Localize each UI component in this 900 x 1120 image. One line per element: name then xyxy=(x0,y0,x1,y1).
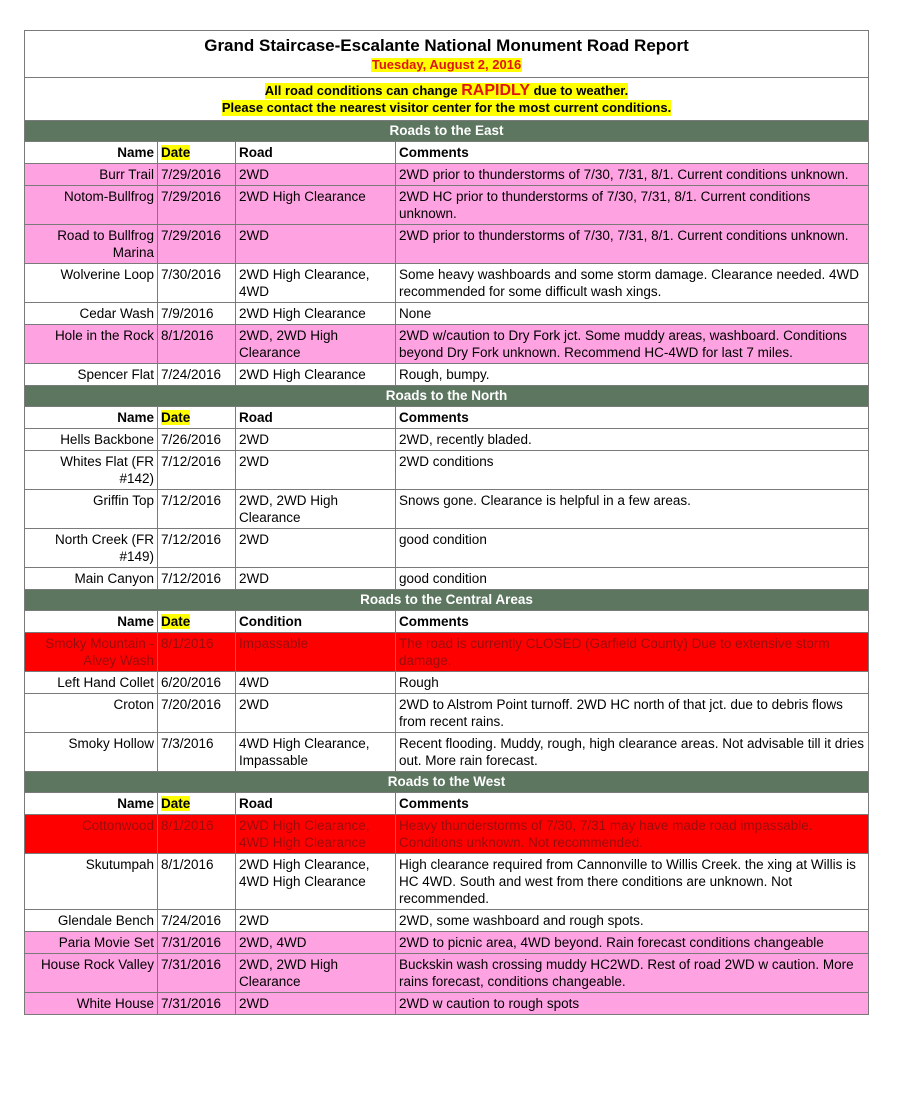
road-date: 7/12/2016 xyxy=(158,490,236,529)
road-row xyxy=(25,568,869,590)
column-header-date xyxy=(158,611,236,633)
column-header-name-label: Name xyxy=(117,410,154,425)
column-header-road: Road xyxy=(236,793,396,815)
road-comments: None xyxy=(396,303,869,325)
column-header-road: Road xyxy=(236,407,396,429)
column-header-name xyxy=(25,793,158,815)
notice-row xyxy=(25,78,869,121)
road-row xyxy=(25,225,869,264)
title-cell xyxy=(25,31,869,78)
section-title: Roads to the North xyxy=(25,386,869,407)
road-type: 2WD xyxy=(236,225,396,264)
section-header-row xyxy=(25,121,869,142)
road-row xyxy=(25,910,869,932)
road-row xyxy=(25,815,869,854)
column-header-date-label: Date xyxy=(161,796,191,811)
column-header-road: Condition xyxy=(236,611,396,633)
column-header-name-label: Name xyxy=(117,145,154,160)
road-comments: good condition xyxy=(396,568,869,590)
road-date: 7/12/2016 xyxy=(158,529,236,568)
road-row xyxy=(25,429,869,451)
road-date: 8/1/2016 xyxy=(158,815,236,854)
road-row xyxy=(25,694,869,733)
title-row xyxy=(25,31,869,78)
section-title: Roads to the Central Areas xyxy=(25,590,869,611)
road-date: 7/20/2016 xyxy=(158,694,236,733)
road-row xyxy=(25,164,869,186)
road-type: 2WD High Clearance xyxy=(236,364,396,386)
road-date: 8/1/2016 xyxy=(158,325,236,364)
road-comments: Some heavy washboards and some storm damage. Clearance needed. 4WD recommended for some difficult wash xings. xyxy=(396,264,869,303)
road-name: Cedar Wash xyxy=(25,303,158,325)
road-date: 7/26/2016 xyxy=(158,429,236,451)
column-header-date xyxy=(158,407,236,429)
road-comments: 2WD prior to thunderstorms of 7/30, 7/31, 8/1. Current conditions unknown. xyxy=(396,225,869,264)
road-type: 2WD High Clearance xyxy=(236,303,396,325)
report-date: Tuesday, August 2, 2016 xyxy=(371,57,522,72)
road-row xyxy=(25,529,869,568)
road-comments: The road is currently CLOSED (Garfield County) Due to extensive storm damage. xyxy=(396,633,869,672)
road-type: 2WD xyxy=(236,993,396,1015)
column-header-comments: Comments xyxy=(396,407,869,429)
road-type: 2WD, 2WD High Clearance xyxy=(236,325,396,364)
road-name: Hole in the Rock xyxy=(25,325,158,364)
road-comments: 2WD, recently bladed. xyxy=(396,429,869,451)
road-row xyxy=(25,364,869,386)
road-row xyxy=(25,451,869,490)
road-comments: Buckskin wash crossing muddy HC2WD. Rest of road 2WD w caution. More rains forecast, conditions changeable. xyxy=(396,954,869,993)
road-name: Spencer Flat xyxy=(25,364,158,386)
column-header-row xyxy=(25,793,869,815)
road-type: 2WD, 4WD xyxy=(236,932,396,954)
road-type: 2WD xyxy=(236,429,396,451)
road-row xyxy=(25,733,869,772)
road-date: 7/3/2016 xyxy=(158,733,236,772)
road-type: 2WD xyxy=(236,451,396,490)
road-name: Burr Trail xyxy=(25,164,158,186)
road-row xyxy=(25,954,869,993)
road-comments: 2WD to picnic area, 4WD beyond. Rain forecast conditions changeable xyxy=(396,932,869,954)
road-date: 7/31/2016 xyxy=(158,954,236,993)
road-comments: 2WD, some washboard and rough spots. xyxy=(396,910,869,932)
road-name: Glendale Bench xyxy=(25,910,158,932)
road-name: Hells Backbone xyxy=(25,429,158,451)
road-type: 4WD High Clearance, Impassable xyxy=(236,733,396,772)
column-header-date-label: Date xyxy=(161,145,191,160)
section-header-row xyxy=(25,772,869,793)
road-name: Griffin Top xyxy=(25,490,158,529)
column-header-name-label: Name xyxy=(117,796,154,811)
road-name: North Creek (FR #149) xyxy=(25,529,158,568)
road-name: Cottonwood xyxy=(25,815,158,854)
column-header-name xyxy=(25,142,158,164)
road-date: 7/12/2016 xyxy=(158,568,236,590)
road-type: Impassable xyxy=(236,633,396,672)
road-type: 2WD xyxy=(236,568,396,590)
notice-line-1-after: due to weather. xyxy=(530,83,629,98)
road-name: Whites Flat (FR #142) xyxy=(25,451,158,490)
road-row xyxy=(25,186,869,225)
road-date: 8/1/2016 xyxy=(158,633,236,672)
column-header-name xyxy=(25,407,158,429)
road-comments: 2WD w caution to rough spots xyxy=(396,993,869,1015)
road-date: 6/20/2016 xyxy=(158,672,236,694)
road-comments: High clearance required from Cannonville to Willis Creek. the xing at Willis is HC 4WD. South and west from there conditions are unknown. Not recommended. xyxy=(396,854,869,910)
road-date: 7/30/2016 xyxy=(158,264,236,303)
road-name: Smoky Mountain - Alvey Wash xyxy=(25,633,158,672)
road-type: 2WD xyxy=(236,164,396,186)
road-comments: Recent flooding. Muddy, rough, high clearance areas. Not advisable till it dries out. More rain forecast. xyxy=(396,733,869,772)
column-header-name-label: Name xyxy=(117,614,154,629)
column-header-row xyxy=(25,142,869,164)
road-date: 7/29/2016 xyxy=(158,164,236,186)
notice-line-1-before: All road conditions can change xyxy=(264,83,462,98)
column-header-date xyxy=(158,793,236,815)
road-type: 2WD, 2WD High Clearance xyxy=(236,954,396,993)
road-report-table xyxy=(24,30,869,1015)
section-header-row xyxy=(25,386,869,407)
road-comments: good condition xyxy=(396,529,869,568)
column-header-comments: Comments xyxy=(396,142,869,164)
road-name: Smoky Hollow xyxy=(25,733,158,772)
road-name: Main Canyon xyxy=(25,568,158,590)
column-header-date-label: Date xyxy=(161,614,191,629)
column-header-road: Road xyxy=(236,142,396,164)
road-row xyxy=(25,993,869,1015)
road-name: Paria Movie Set xyxy=(25,932,158,954)
column-header-name xyxy=(25,611,158,633)
road-type: 2WD High Clearance, 4WD High Clearance xyxy=(236,854,396,910)
road-comments: 2WD HC prior to thunderstorms of 7/30, 7/31, 8/1. Current conditions unknown. xyxy=(396,186,869,225)
road-date: 7/29/2016 xyxy=(158,225,236,264)
road-name: Left Hand Collet xyxy=(25,672,158,694)
column-header-comments: Comments xyxy=(396,793,869,815)
road-name: House Rock Valley xyxy=(25,954,158,993)
road-name: Wolverine Loop xyxy=(25,264,158,303)
notice-emphasis: RAPIDLY xyxy=(461,82,531,99)
road-name: Road to Bullfrog Marina xyxy=(25,225,158,264)
road-date: 7/12/2016 xyxy=(158,451,236,490)
road-date: 7/29/2016 xyxy=(158,186,236,225)
section-title: Roads to the West xyxy=(25,772,869,793)
column-header-date-label: Date xyxy=(161,410,191,425)
road-name: Croton xyxy=(25,694,158,733)
notice-line-1 xyxy=(265,83,629,99)
road-comments: Rough, bumpy. xyxy=(396,364,869,386)
notice-cell xyxy=(25,78,869,121)
road-date: 7/31/2016 xyxy=(158,993,236,1015)
road-row xyxy=(25,932,869,954)
road-type: 2WD xyxy=(236,694,396,733)
road-name: Notom-Bullfrog xyxy=(25,186,158,225)
section-title: Roads to the East xyxy=(25,121,869,142)
road-type: 2WD xyxy=(236,910,396,932)
road-date: 8/1/2016 xyxy=(158,854,236,910)
road-comments: Rough xyxy=(396,672,869,694)
road-type: 2WD, 2WD High Clearance xyxy=(236,490,396,529)
road-row xyxy=(25,633,869,672)
road-row xyxy=(25,490,869,529)
road-comments: 2WD conditions xyxy=(396,451,869,490)
road-row xyxy=(25,854,869,910)
road-row xyxy=(25,672,869,694)
road-type: 2WD High Clearance xyxy=(236,186,396,225)
road-type: 2WD High Clearance, 4WD xyxy=(236,264,396,303)
road-row xyxy=(25,303,869,325)
road-type: 2WD xyxy=(236,529,396,568)
road-type: 4WD xyxy=(236,672,396,694)
page-title: Grand Staircase-Escalante National Monument Road Report xyxy=(204,36,689,55)
road-type: 2WD High Clearance, 4WD High Clearance xyxy=(236,815,396,854)
section-header-row xyxy=(25,590,869,611)
road-name: White House xyxy=(25,993,158,1015)
column-header-row xyxy=(25,407,869,429)
column-header-date xyxy=(158,142,236,164)
road-date: 7/24/2016 xyxy=(158,364,236,386)
road-date: 7/24/2016 xyxy=(158,910,236,932)
notice-line-2: Please contact the nearest visitor center for the most current conditions. xyxy=(221,100,672,115)
road-date: 7/9/2016 xyxy=(158,303,236,325)
road-row xyxy=(25,325,869,364)
road-comments: 2WD w/caution to Dry Fork jct. Some muddy areas, washboard. Conditions beyond Dry Fork unknown. Recommend HC-4WD for last 7 miles. xyxy=(396,325,869,364)
road-comments: 2WD prior to thunderstorms of 7/30, 7/31, 8/1. Current conditions unknown. xyxy=(396,164,869,186)
road-name: Skutumpah xyxy=(25,854,158,910)
road-row xyxy=(25,264,869,303)
road-comments: Snows gone. Clearance is helpful in a few areas. xyxy=(396,490,869,529)
column-header-row xyxy=(25,611,869,633)
road-comments: Heavy thunderstorms of 7/30, 7/31 may have made road impassable. Conditions unknown. Not recommended. xyxy=(396,815,869,854)
road-date: 7/31/2016 xyxy=(158,932,236,954)
column-header-comments: Comments xyxy=(396,611,869,633)
road-comments: 2WD to Alstrom Point turnoff. 2WD HC north of that jct. due to debris flows from recent rains. xyxy=(396,694,869,733)
